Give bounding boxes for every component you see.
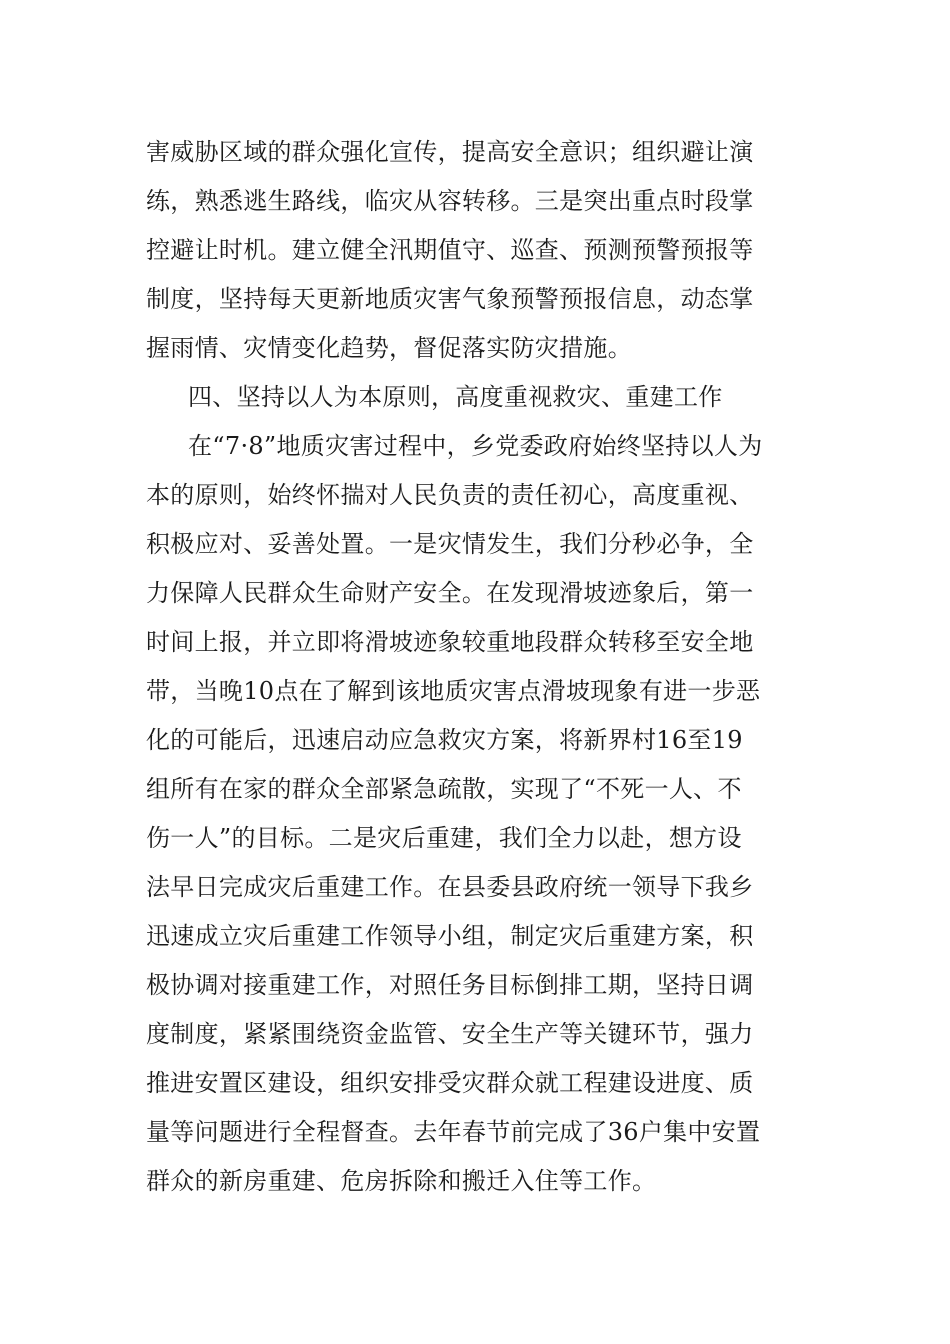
text-line: 群众的新房重建、危房拆除和搬迁入住等工作。 [146, 1167, 657, 1195]
text-line: 迅速成立灾后重建工作领导小组，制定灾后重建方案，积 [146, 922, 754, 950]
text-line: 控避让时机。建立健全汛期值守、巡查、预测预警预报等 [146, 236, 754, 264]
section-heading: 四、坚持以人为本原则，高度重视救灾、重建工作 [188, 383, 723, 411]
text-line: 极协调对接重建工作，对照任务目标倒排工期，坚持日调 [146, 971, 754, 999]
text-line: 害威胁区域的群众强化宣传，提高安全意识；组织避让演 [146, 138, 754, 166]
text-line: 伤一人”的目标。二是灾后重建，我们全力以赴，想方设 [146, 824, 742, 852]
text-line: 力保障人民群众生命财产安全。在发现滑坡迹象后，第一 [146, 579, 754, 607]
text-line: 积极应对、妥善处置。一是灾情发生，我们分秒必争，全 [146, 530, 754, 558]
text-line: 本的原则，始终怀揣对人民负责的责任初心，高度重视、 [146, 481, 754, 509]
text-line: 带，当晚10点在了解到该地质灾害点滑坡现象有进一步恶 [146, 677, 761, 705]
text-line: 法早日完成灾后重建工作。在县委县政府统一领导下我乡 [146, 873, 754, 901]
text-line: 制度，坚持每天更新地质灾害气象预警预报信息，动态掌 [146, 285, 754, 313]
text-line: 时间上报，并立即将滑坡迹象较重地段群众转移至安全地 [146, 628, 754, 656]
text-line: 练，熟悉逃生路线，临灾从容转移。三是突出重点时段掌 [146, 187, 754, 215]
text-line: 握雨情、灾情变化趋势，督促落实防灾措施。 [146, 334, 632, 362]
text-line: 量等问题进行全程督查。去年春节前完成了36户集中安置 [146, 1118, 761, 1146]
text-line: 推进安置区建设，组织安排受灾群众就工程建设进度、质 [146, 1069, 754, 1097]
body-text [146, 128, 808, 1206]
text-line: 化的可能后，迅速启动应急救灾方案，将新界村16至19 [146, 726, 743, 754]
paragraph-start: 在“7·8”地质灾害过程中，乡党委政府始终坚持以人为 [188, 432, 763, 460]
text-line: 度制度，紧紧围绕资金监管、安全生产等关键环节，强力 [146, 1020, 754, 1048]
text-line: 组所有在家的群众全部紧急疏散，实现了“不死一人、不 [146, 775, 742, 803]
